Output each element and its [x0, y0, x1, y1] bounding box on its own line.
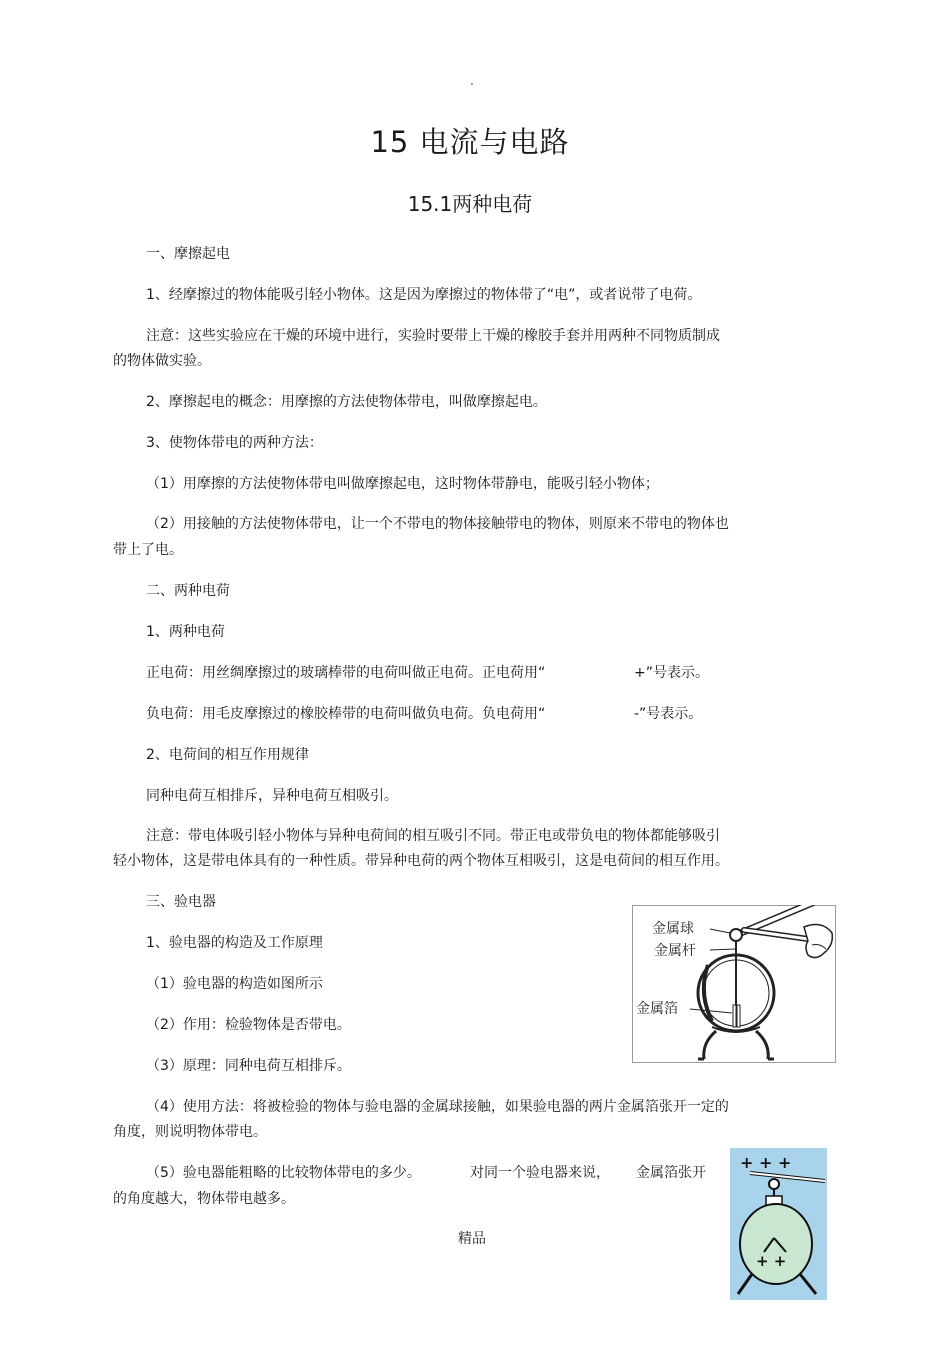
paragraph-line: 带上了电。: [113, 542, 183, 558]
paragraph: 3、使物体带电的两种方法：: [146, 435, 323, 451]
paragraph: 1、验电器的构造及工作原理: [146, 935, 323, 951]
paragraph: 1、两种电荷: [146, 624, 225, 640]
paragraph: （2）作用：检验物体是否带电。: [146, 1017, 351, 1033]
paragraph-line: （4）使用方法：将被检验的物体与验电器的金属球接触，如果验电器的两片金属箔张开一定的: [146, 1099, 729, 1115]
paragraph: 同种电荷互相排斥，异种电荷互相吸引。: [146, 788, 398, 804]
label-metal-rod: 金属杆: [654, 943, 696, 959]
paragraph: 1、经摩擦过的物体能吸引轻小物体。这是因为摩擦过的物体带了“电”，或者说带了电荷。: [146, 287, 702, 303]
label-metal-foil: 金属箔: [636, 1001, 678, 1017]
negative-charge-symbol-text: -”号表示。: [634, 706, 703, 722]
paragraph: （3）原理：同种电荷互相排斥。: [146, 1058, 351, 1074]
positive-charge-symbol-text: +”号表示。: [634, 665, 709, 681]
section-heading-two-charges: 二、两种电荷: [146, 583, 230, 599]
paragraph-line: 的角度越大，物体带电越多。: [113, 1191, 295, 1207]
section-heading-electroscope: 三、验电器: [146, 894, 216, 910]
label-metal-ball: 金属球: [652, 921, 694, 937]
section-subtitle: 15.1两种电荷: [407, 192, 533, 216]
paragraph-part: 对同一个验电器来说，: [470, 1165, 610, 1181]
charged-electroscope-figure: [730, 1148, 827, 1300]
note-line: 轻小物体，这是带电体具有的一种性质。带异种电荷的两个物体互相吸引，这是电荷间的相互作用。: [113, 853, 729, 869]
electroscope-structure-figure: [632, 905, 836, 1063]
note-line: 的物体做实验。: [113, 353, 211, 369]
top-charges-text: + + +: [740, 1153, 792, 1172]
note-line: 注意：带电体吸引轻小物体与异种电荷间的相互吸引不同。带正电或带负电的物体都能够吸引: [146, 828, 720, 844]
paragraph-line: （2）用接触的方法使物体带电，让一个不带电的物体接触带电的物体，则原来不带电的物体也: [146, 516, 729, 532]
page-title: 15 电流与电路: [370, 125, 570, 159]
note-line: 注意：这些实验应在干燥的环境中进行，实验时要带上干燥的橡胶手套并用两种不同物质制成: [146, 328, 720, 344]
header-dot: .: [470, 74, 474, 88]
paragraph-line: 角度，则说明物体带电。: [113, 1124, 267, 1140]
negative-charge-text: 负电荷：用毛皮摩擦过的橡胶棒带的电荷叫做负电荷。负电荷用“: [146, 706, 546, 722]
bottom-charges-text: + +: [756, 1252, 787, 1270]
paragraph: 2、电荷间的相互作用规律: [146, 747, 309, 763]
paragraph: （1）验电器的构造如图所示: [146, 976, 323, 992]
paragraph: （1）用摩擦的方法使物体带电叫做摩擦起电，这时物体带静电，能吸引轻小物体；: [146, 476, 659, 492]
paragraph-part: 金属箔张开: [636, 1165, 706, 1181]
paragraph-part: （5）验电器能粗略的比较物体带电的多少。: [146, 1165, 421, 1181]
section-heading-friction: 一、摩擦起电: [146, 246, 230, 262]
positive-charge-text: 正电荷：用丝绸摩擦过的玻璃棒带的电荷叫做正电荷。正电荷用“: [146, 665, 546, 681]
paragraph: 2、摩擦起电的概念：用摩擦的方法使物体带电，叫做摩擦起电。: [146, 394, 547, 410]
footer-label: 精品: [458, 1231, 486, 1247]
